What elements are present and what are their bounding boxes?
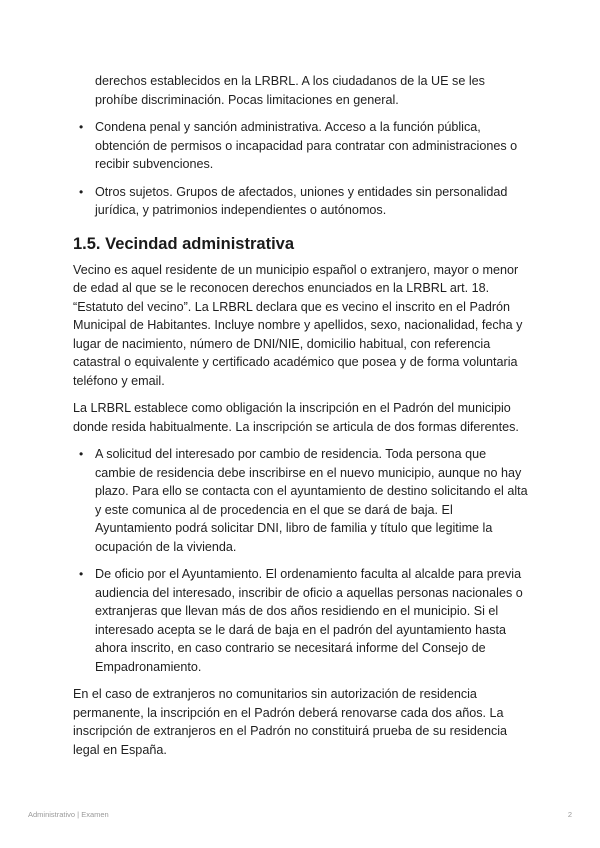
bullet-icon: • [79, 567, 84, 581]
list-item [73, 445, 528, 556]
inscription-list [73, 445, 528, 676]
footer-title: Administrativo | Examen [28, 810, 109, 819]
section-heading: 1.5. Vecindad administrativa [73, 234, 295, 253]
list-item-text: Otros sujetos. Grupos de afectados, uniones y entidades sin personalidad jurídica, y patrimonios independientes o autónomos. [95, 184, 508, 217]
paragraph-obligacion: La LRBRL establece como obligación la inscripción en el Padrón del municipio donde resida habitualmente. La inscripción se articula de dos formas diferentes. [73, 401, 519, 434]
page-content [73, 72, 528, 768]
list-item-text: A solicitud del interesado por cambio de residencia. Toda persona que cambie de residencia debe inscribirse en el nuevo municipio, aunque no hay plazo. Para ello se contacta con el ayuntamiento de destino solicitando el alta y este comunica al de procedencia en el que se dará de baja. El Ayuntamiento podrá solicitar DNI, libro de familia y título que legitime la ocupación de la vivienda. [95, 447, 528, 554]
continuation-paragraph: derechos establecidos en la LRBRL. A los ciudadanos de la UE se les prohíbe discriminación. Pocas limitaciones en general. [95, 74, 485, 107]
list-item-text: De oficio por el Ayuntamiento. El ordenamiento faculta al alcalde para previa audiencia del interesado, inscribir de oficio a aquellas personas nacionales o extranjeras que llevan más de dos años residiendo en el municipio. Si el interesado acepta se le dará de baja en el padrón del ayuntamiento hasta ahora inscrito, en caso contrario se necesitará informe del Consejo de Empadronamiento. [95, 567, 523, 674]
bullet-icon: • [79, 447, 84, 461]
bullet-icon: • [79, 184, 84, 199]
list-item [73, 565, 528, 676]
list-item [73, 118, 528, 174]
list-item-text: Condena penal y sanción administrativa. Acceso a la función pública, obtención de permisos o incapacidad para contratar con administraciones o recibir subvenciones. [95, 120, 518, 171]
page-footer [28, 810, 572, 819]
rights-list [73, 118, 528, 220]
page-number: 2 [567, 810, 572, 819]
paragraph-extranjeros: En el caso de extranjeros no comunitarios sin autorización de residencia permanente, la inscripción en el Padrón deberá renovarse cada dos años. La inscripción de extranjeros en el Padrón no constituirá prueba de su residencia legal en España. [73, 687, 508, 757]
list-item [73, 183, 528, 220]
paragraph-vecino: Vecino es aquel residente de un municipio español o extranjero, mayor o menor de edad al que se le reconocen derechos enunciados en la LRBRL art. 18. “Estatuto del vecino”. La LRBRL declara que es vecino el inscrito en el Padrón Municipal de Habitantes. Incluye nombre y apellidos, sexo, nacionalidad, fecha y lugar de nacimiento, número de DNI/NIE, domicilio habitual, con referencia catastral o equivalente y certificado académico que posea y de forma voluntaria teléfono y email. [73, 262, 523, 388]
bullet-icon: • [79, 120, 84, 134]
